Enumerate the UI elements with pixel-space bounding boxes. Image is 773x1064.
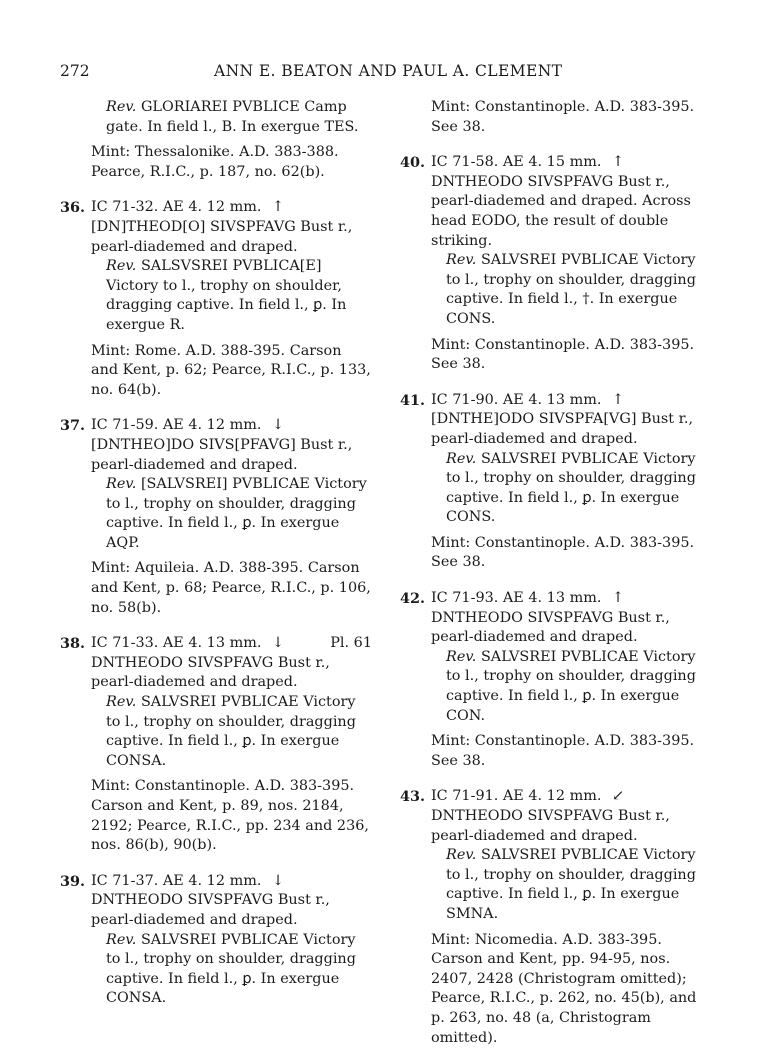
entry-heading xyxy=(400,391,712,411)
reverse-text: SALVSREI PVBLICAE Victory to l., trophy on shoulder, dragging captive. In field l., ꝑ. In exergue CONS. xyxy=(446,450,696,526)
obverse-description: DNTHEODO SIVSPFAVG Bust r., pearl-diademed and draped. xyxy=(91,892,330,928)
entry-catalog: IC 71-59. AE 4. 12 mm. xyxy=(91,417,262,434)
entry-number: 38. xyxy=(60,635,86,653)
entry-number: 36. xyxy=(60,199,86,217)
reverse-description xyxy=(400,450,712,528)
reverse-label: Rev. xyxy=(446,450,477,467)
coin-entry xyxy=(400,787,712,1048)
reverse-label: Rev. xyxy=(106,99,137,115)
left-column xyxy=(60,98,372,1025)
obverse-description: DNTHEODO SIVSPFAVG Bust r., pearl-diademed and draped. xyxy=(431,808,670,844)
reverse-text: [SALVSREI] PVBLICAE Victory to l., trophy on shoulder, dragging captive. In field l., ꝑ. In exergue AQP. xyxy=(106,476,367,551)
reverse-description xyxy=(60,931,372,1009)
mint-note: Mint: Rome. A.D. 388-395. Carson and Kent, p. 62; Pearce, R.I.C., p. 133, no. 64(b). xyxy=(91,342,371,398)
page-header xyxy=(0,62,773,84)
reverse-label: Rev. xyxy=(106,694,137,711)
coin-entry xyxy=(400,153,712,375)
right-column xyxy=(400,98,712,1064)
obverse-description: [DNTHEO]DO SIVS[PFAVG] Bust r., pearl-diademed and draped. xyxy=(91,436,353,473)
obverse-description: DNTHEODO SIVSPFAVG Bust r., pearl-diademed and draped. xyxy=(431,609,670,646)
reverse-text: GLORIAREI PVBLICE Camp gate. In field l., B. In exergue TES. xyxy=(106,99,359,135)
obverse-description: [DNTHE]ODO SIVSPFA[VG] Bust r., pearl-diademed and draped. xyxy=(431,411,694,447)
entry-number: 40. xyxy=(400,154,426,172)
reverse-description xyxy=(60,475,372,553)
mint-note: Mint: Constantinople. A.D. 383-395. See 38. xyxy=(431,534,695,571)
entry-number: 42. xyxy=(400,590,426,608)
reverse-label: Rev. xyxy=(106,476,137,493)
reverse-text: SALSVSREI PVBLICA[E] Victory to l., trophy on shoulder, dragging captive. In field l., ꝑ. In exergue R. xyxy=(106,258,347,333)
entry-heading xyxy=(60,198,372,218)
reverse-label: Rev. xyxy=(446,847,477,864)
continued-entry xyxy=(400,98,712,137)
entry-catalog: IC 71-33. AE 4. 13 mm. xyxy=(91,635,262,652)
mint-note: Mint: Nicomedia. A.D. 383-395. Carson and Kent, pp. 94-95, nos. 2407, 2428 (Christogram omitted); Pearce, R.I.C., p. 262, no. 45(b), and p. 263, no. 48 (a, Christogram omitted). xyxy=(431,931,697,1046)
reverse-description xyxy=(60,257,372,335)
entry-number: 39. xyxy=(60,872,86,890)
reverse-description xyxy=(60,98,372,137)
entry-number: 41. xyxy=(400,391,426,409)
die-axis-arrow-icon: ↑ xyxy=(272,199,285,216)
reverse-description xyxy=(400,251,712,329)
reverse-text: SALVSREI PVBLICAE Victory to l., trophy on shoulder, dragging captive. In field l., ꝑ. In exergue CONSA. xyxy=(106,694,356,769)
reverse-description xyxy=(400,648,712,726)
coin-entry xyxy=(60,198,372,400)
entry-number: 43. xyxy=(400,788,426,806)
entry-heading xyxy=(60,634,372,654)
entry-catalog: IC 71-90. AE 4. 13 mm. xyxy=(431,391,602,408)
reverse-description xyxy=(60,693,372,771)
die-axis-arrow-icon: ↑ xyxy=(612,590,625,607)
reverse-text: SALVSREI PVBLICAE Victory to l., trophy on shoulder, dragging captive. In field l., ꝑ. In exergue SMNA. xyxy=(446,847,696,922)
coin-entry xyxy=(60,416,372,618)
reverse-label: Rev. xyxy=(106,258,137,275)
die-axis-arrow-icon: ↑ xyxy=(612,154,625,171)
mint-note: Mint: Constantinople. A.D. 383-395. See 38. xyxy=(431,99,695,135)
entry-heading xyxy=(400,787,712,807)
coin-entry xyxy=(400,589,712,771)
entry-heading xyxy=(60,416,372,436)
mint-note: Mint: Constantinople. A.D. 383-395. Carson and Kent, p. 89, nos. 2184, 2192; Pearce, R.I.C., pp. 234 and 236, nos. 86(b), 90(b). xyxy=(91,778,369,854)
obverse-description: [DN]THEOD[O] SIVSPFAVG Bust r., pearl-diademed and draped. xyxy=(91,218,353,255)
entry-heading xyxy=(400,153,712,173)
coin-entry xyxy=(400,391,712,573)
entry-heading xyxy=(400,589,712,609)
continued-entry xyxy=(60,98,372,182)
obverse-description: DNTHEODO SIVSPFAVG Bust r., pearl-diademed and draped. Across head EODO, the result of double striking. xyxy=(431,173,691,249)
reverse-label: Rev. xyxy=(446,252,477,269)
die-axis-arrow-icon: ↑ xyxy=(612,391,625,408)
reverse-text: SALVSREI PVBLICAE Victory to l., trophy on shoulder, dragging captive. In field l., ꝑ. In exergue CONSA. xyxy=(106,931,356,1007)
reverse-label: Rev. xyxy=(446,648,477,665)
mint-note: Mint: Constantinople. A.D. 383-395. See 38. xyxy=(431,336,695,373)
reverse-description xyxy=(400,846,712,924)
plate-reference: Pl. 61 xyxy=(330,635,372,652)
entry-catalog: IC 71-37. AE 4. 12 mm. xyxy=(91,872,262,889)
die-axis-arrow-icon: ↓ xyxy=(272,417,285,434)
die-axis-arrow-icon: ↓ xyxy=(272,872,285,889)
page-number: 272 xyxy=(60,62,90,80)
entry-catalog: IC 71-91. AE 4. 12 mm. xyxy=(431,788,602,805)
obverse-description: DNTHEODO SIVSPFAVG Bust r., pearl-diademed and draped. xyxy=(91,654,330,691)
entry-catalog: IC 71-93. AE 4. 13 mm. xyxy=(431,590,602,607)
die-axis-arrow-icon: ↓ xyxy=(272,635,285,652)
coin-entry xyxy=(60,634,372,856)
die-axis-arrow-icon: ↙ xyxy=(612,788,625,805)
reverse-text: SALVSREI PVBLICAE Victory to l., trophy on shoulder, dragging captive. In field l., ꝑ. In exergue CON. xyxy=(446,648,696,724)
entry-number: 37. xyxy=(60,417,86,435)
mint-note: Mint: Aquileia. A.D. 388-395. Carson and Kent, p. 68; Pearce, R.I.C., p. 106, no. 58(b). xyxy=(91,560,371,616)
reverse-text: SALVSREI PVBLICAE Victory to l., trophy on shoulder, dragging captive. In field l., †. In exergue CONS. xyxy=(446,252,696,327)
mint-note: Mint: Thessalonike. A.D. 383-388. Pearce, R.I.C., p. 187, no. 62(b). xyxy=(91,144,339,180)
entry-catalog: IC 71-32. AE 4. 12 mm. xyxy=(91,199,262,216)
coin-entry xyxy=(60,872,372,1009)
reverse-label: Rev. xyxy=(106,931,137,948)
entry-heading xyxy=(60,872,372,892)
mint-note: Mint: Constantinople. A.D. 383-395. See 38. xyxy=(431,733,695,769)
entry-catalog: IC 71-58. AE 4. 15 mm. xyxy=(431,154,602,171)
running-head: ANN E. BEATON AND PAUL A. CLEMENT xyxy=(214,62,563,80)
